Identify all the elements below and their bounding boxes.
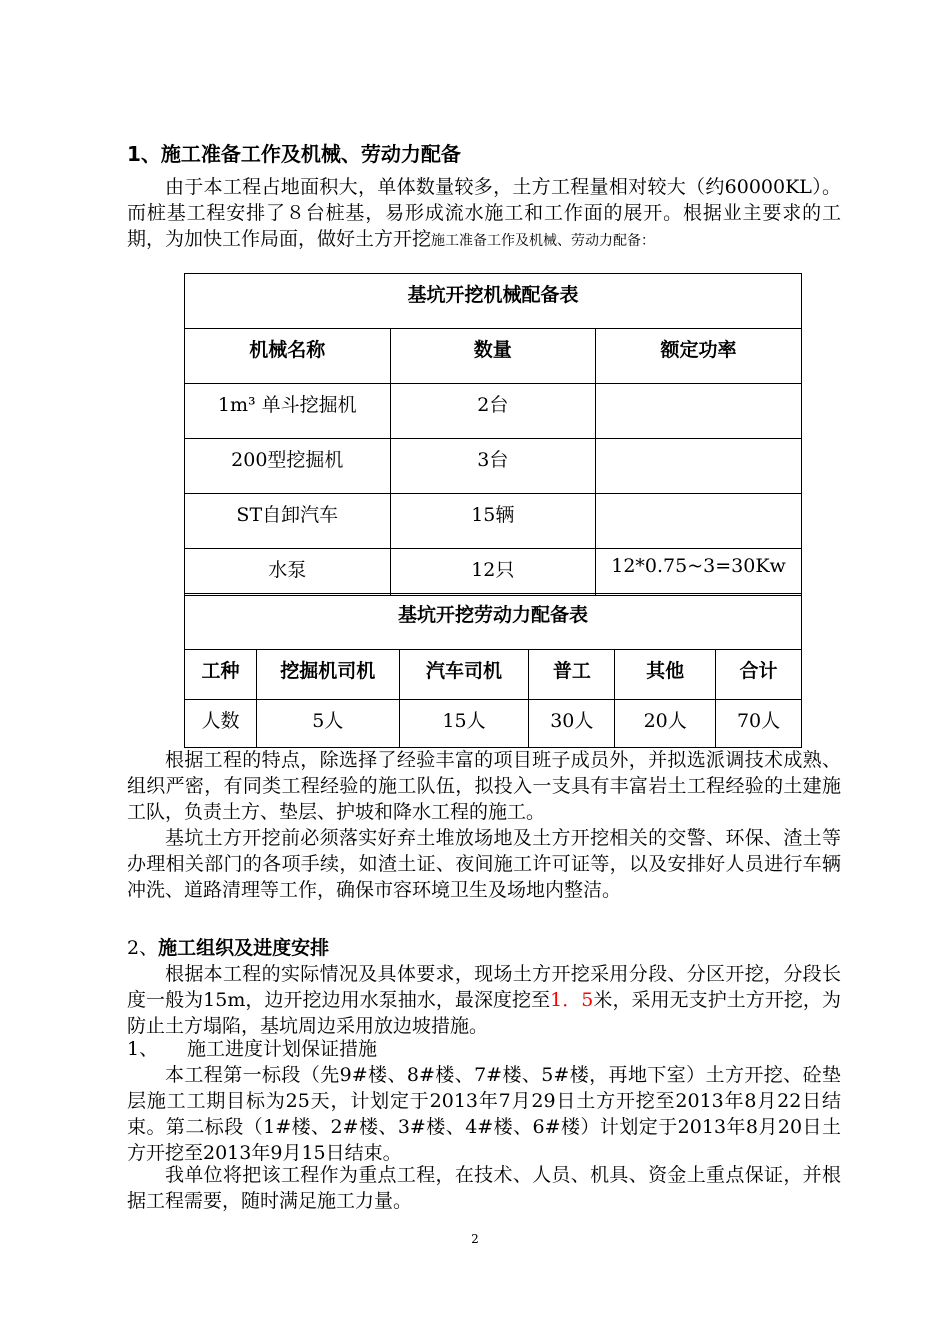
depth-value: 1．5 bbox=[550, 989, 594, 1011]
machine-header-name: 机械名称 bbox=[185, 329, 391, 384]
intro-small-text: 施工准备工作及机械、劳动力配备： bbox=[431, 233, 656, 249]
labor-header-total: 合计 bbox=[716, 650, 802, 700]
machine-power-cell bbox=[596, 384, 802, 439]
intro-main-text: 由于本工程占地面积大，单体数量较多，土方工程量相对较大（约60000KL）。而桩基工程安排了８台桩基，易形成流水施工和工作面的展开。根据业主要求的工期，为加快工作局面，做好土方开挖 bbox=[127, 176, 841, 250]
machine-qty-cell: 12只 bbox=[390, 549, 596, 596]
subsection-title: 施工进度计划保证措施 bbox=[187, 1038, 378, 1060]
page-number: 2 bbox=[471, 1232, 479, 1246]
subsection-number: 1、 bbox=[127, 1038, 159, 1060]
section-1-heading: 1、施工准备工作及机械、劳动力配备 bbox=[127, 142, 461, 166]
machine-name-cell: ST自卸汽车 bbox=[185, 494, 391, 549]
machine-header-power: 额定功率 bbox=[596, 329, 802, 384]
permits-paragraph: 基坑土方开挖前必须落实好弃土堆放场地及土方开挖相关的交警、环保、渣土等办理相关部门的各项手续，如渣土证、夜间施工许可证等，以及安排好人员进行车辆冲洗、道路清理等工作，确保市容环境卫生及场地内整洁。 bbox=[127, 827, 841, 901]
team-paragraph: 根据工程的特点，除选择了经验丰富的项目班子成员外，并拟选派调技术成熟、组织严密，有同类工程经验的施工队伍，拟投入一支具有丰富岩土工程经验的土建施工队，负责土方、垫层、护坡和降水工程的施工。 bbox=[127, 749, 841, 823]
machine-power-cell: 12*0.75~3=30Kw bbox=[596, 549, 802, 596]
machine-header-qty: 数量 bbox=[390, 329, 596, 384]
organization-paragraph bbox=[127, 961, 841, 1039]
machine-name-cell: 200型挖掘机 bbox=[185, 439, 391, 494]
labor-table-title: 基坑开挖劳动力配备表 bbox=[185, 594, 802, 650]
machine-table bbox=[184, 273, 802, 596]
machine-name-cell: 1m³ 单斗挖掘机 bbox=[185, 384, 391, 439]
section-2-number: 2、 bbox=[127, 937, 159, 959]
table-row bbox=[185, 549, 802, 596]
labor-header-general-worker: 普工 bbox=[529, 650, 615, 700]
schedule-paragraph: 本工程第一标段（先9#楼、8#楼、7#楼、5#楼，再地下室）土方开挖、砼垫层施工工期目标为25天，计划定于2013年7月29日土方开挖至2013年8月22日结束。第二标段（1#楼、2#楼、3#楼、4#楼、6#楼）计划定于2013年8月20日土方开挖至2013年9月15日结束。 bbox=[127, 1064, 841, 1164]
labor-cell: 70人 bbox=[716, 700, 802, 748]
organization-text-before: 根据本工程的实际情况及具体要求，现场土方开挖采用分段、分区开挖，分段长度一般为15m，边开挖边用水泵抽水，最深度挖至 bbox=[127, 963, 841, 1011]
machine-qty-cell: 15辆 bbox=[390, 494, 596, 549]
labor-header-type: 工种 bbox=[185, 650, 257, 700]
labor-cell: 20人 bbox=[615, 700, 716, 748]
section-2-title: 施工组织及进度安排 bbox=[158, 937, 330, 959]
labor-table bbox=[184, 593, 802, 748]
machine-qty-cell: 3台 bbox=[390, 439, 596, 494]
labor-header-truck-driver: 汽车司机 bbox=[399, 650, 529, 700]
machine-qty-cell: 2台 bbox=[390, 384, 596, 439]
labor-cell: 人数 bbox=[185, 700, 257, 748]
labor-cell: 15人 bbox=[399, 700, 529, 748]
machine-power-cell bbox=[596, 494, 802, 549]
intro-paragraph bbox=[127, 174, 841, 254]
table-row bbox=[185, 494, 802, 549]
labor-header-excavator-driver: 挖掘机司机 bbox=[256, 650, 399, 700]
labor-header-other: 其他 bbox=[615, 650, 716, 700]
subsection-heading bbox=[127, 1036, 377, 1062]
table-row bbox=[185, 384, 802, 439]
machine-table-title: 基坑开挖机械配备表 bbox=[185, 274, 802, 329]
priority-paragraph: 我单位将把该工程作为重点工程，在技术、人员、机具、资金上重点保证，并根据工程需要，随时满足施工力量。 bbox=[127, 1164, 841, 1212]
table-row bbox=[185, 700, 802, 748]
table-row bbox=[185, 439, 802, 494]
organization-text-after: 米，采用无支护土方开挖，为防止土方塌陷，基坑周边采用放边坡措施。 bbox=[127, 989, 841, 1037]
machine-power-cell bbox=[596, 439, 802, 494]
labor-cell: 30人 bbox=[529, 700, 615, 748]
labor-cell: 5人 bbox=[256, 700, 399, 748]
machine-name-cell: 水泵 bbox=[185, 549, 391, 596]
section-2-heading bbox=[127, 935, 329, 961]
